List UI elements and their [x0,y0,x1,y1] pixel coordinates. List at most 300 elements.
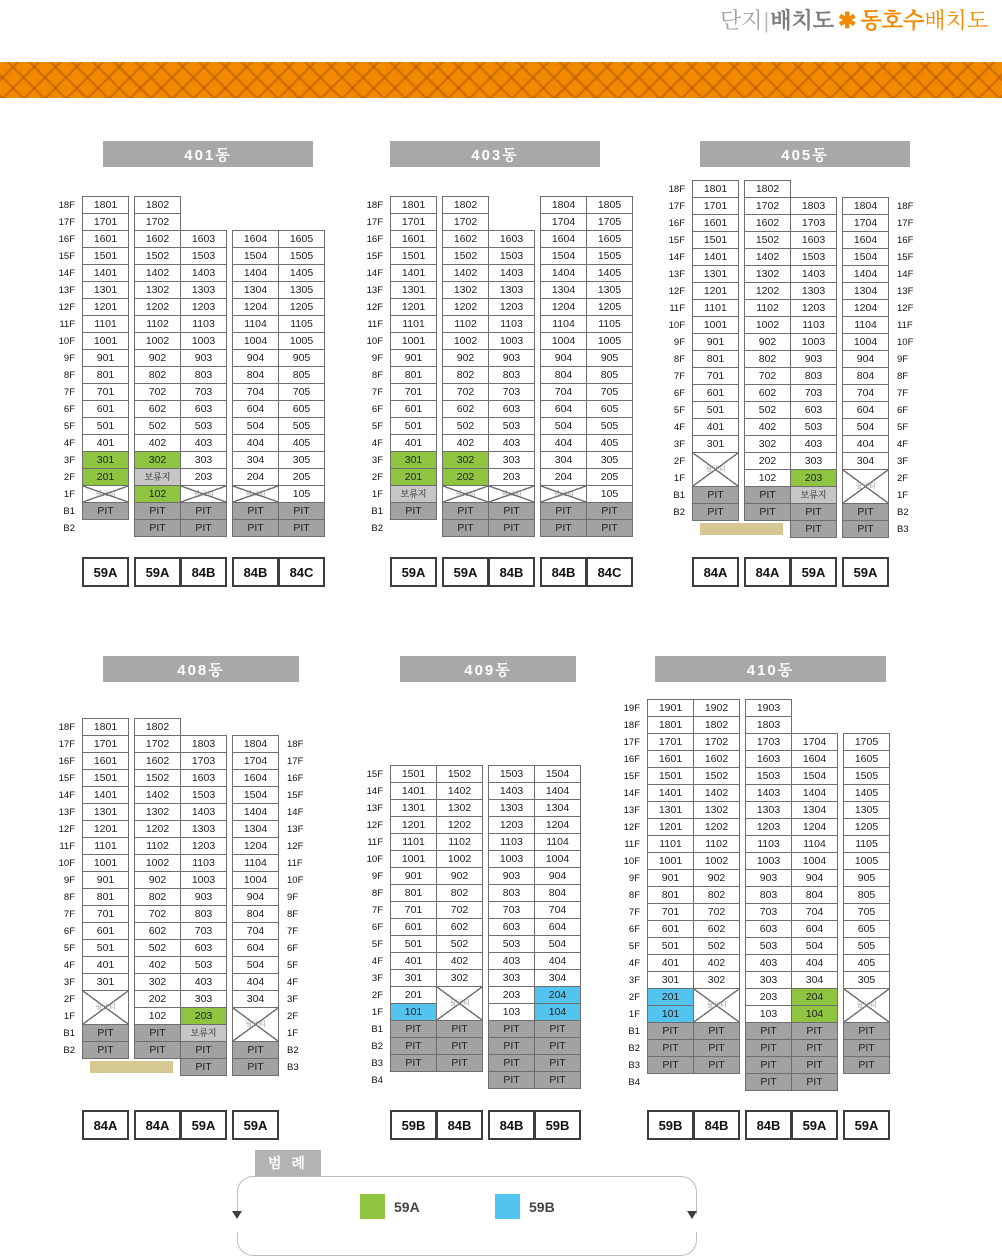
floor-label-left: 19F [623,702,640,714]
floor-label-left: 15F [623,770,640,782]
unit-cell: 605 [278,400,325,418]
floor-label-left: 5F [628,940,640,952]
unit-cell: 103 [745,1005,792,1023]
unit-cell: 503 [488,417,535,435]
unit-cell: 502 [436,935,483,953]
unit-cell: 1501 [82,769,129,787]
unit-type-label: 84B [180,557,227,587]
unit-cell: 702 [436,901,483,919]
floor-label-left: 8F [673,353,685,365]
floor-label-left: 10F [58,335,75,347]
floor-label-left: 8F [371,887,383,899]
unit-cell: 601 [390,918,437,936]
floor-label-left: 10F [668,319,685,331]
unit-cell: 304 [540,451,587,469]
unit-cell: 801 [82,366,129,384]
unit-cell: 1301 [692,265,739,283]
unit-cell: 601 [82,922,129,940]
unit-cell: 1004 [791,852,838,870]
unit-cell: 1104 [534,833,581,851]
unit-cell: 1305 [278,281,325,299]
unit-cell: 1002 [436,850,483,868]
legend-connector-top [237,1176,697,1214]
unit-cell: 904 [232,888,279,906]
unit-cell: 1001 [82,332,129,350]
pit-cell: PIT [647,1022,694,1040]
unit-cell: 301 [692,435,739,453]
floor-label-left: 4F [628,957,640,969]
floor-label-right: 17F [287,755,304,767]
unit-cell: 903 [745,869,792,887]
unit-cell: 402 [442,434,489,452]
unit-cell: 1003 [790,333,837,351]
floor-label-left: B4 [628,1076,640,1088]
unit-cell: 1802 [442,196,489,214]
floor-label-left: B1 [673,489,685,501]
unit-cell: 1403 [180,264,227,282]
unit-cell: 302 [693,971,740,989]
unit-cell: 1203 [790,299,837,317]
unit-cell: 505 [278,417,325,435]
floor-label-left: 18F [623,719,640,731]
floor-label-right: 10F [287,874,304,886]
unit-cell: 1102 [134,315,181,333]
pit-cell: PIT [232,519,279,537]
unit-cell: 704 [791,903,838,921]
floor-label-left: 7F [371,904,383,916]
floor-label-right: 10F [897,336,914,348]
unit-cell: 701 [390,901,437,919]
unit-cell: 1501 [692,231,739,249]
floor-label-left: 7F [673,370,685,382]
unit-cell-59a: 301 [82,451,129,469]
unit-cell: 404 [232,973,279,991]
unit-cell: 603 [180,400,227,418]
unit-cell: 1501 [647,767,694,785]
unit-cell: 1405 [278,264,325,282]
unit-cell: 1704 [791,733,838,751]
unit-cell: 1605 [586,230,633,248]
floor-label-left: 11F [59,318,75,330]
piloti-cell: 필로티 [82,990,129,1025]
unit-cell: 703 [745,903,792,921]
unit-cell: 702 [134,905,181,923]
unit-cell: 504 [232,956,279,974]
unit-cell: 1503 [790,248,837,266]
piloti-cell: 필로티 [232,485,279,503]
unit-cell-59a: 203 [180,1007,227,1025]
unit-cell: 1504 [842,248,889,266]
unit-cell: 1504 [232,786,279,804]
unit-cell-59b: 101 [647,1005,694,1023]
floor-label-right: 6F [897,404,909,416]
unit-cell: 1601 [82,230,129,248]
floor-label-left: 14F [623,787,640,799]
unit-cell: 1002 [442,332,489,350]
piloti-cell: 필로티 [693,988,740,1023]
unit-cell-59a: 104 [791,1005,838,1023]
unit-cell: 1301 [647,801,694,819]
unit-cell: 1604 [232,230,279,248]
floor-label-left: 2F [673,455,685,467]
unit-cell: 602 [442,400,489,418]
unit-cell: 603 [180,939,227,957]
floor-label-left: 4F [371,955,383,967]
unit-cell: 501 [390,935,437,953]
unit-cell: 303 [180,990,227,1008]
unit-cell: 502 [134,417,181,435]
unit-cell: 1304 [232,820,279,838]
unit-cell: 1603 [790,231,837,249]
floor-label-left: 14F [366,785,383,797]
unit-cell: 801 [82,888,129,906]
unit-cell: 1101 [692,299,739,317]
floor-label-left: 3F [371,454,383,466]
floor-label-left: 11F [624,838,640,850]
unit-cell: 1402 [744,248,791,266]
unit-cell: 505 [586,417,633,435]
unit-cell: 505 [843,937,890,955]
floor-label-left: B2 [63,522,75,534]
unit-cell: 1001 [390,850,437,868]
unit-cell: 1203 [180,837,227,855]
unit-cell: 1403 [745,784,792,802]
unit-cell: 801 [692,350,739,368]
unit-cell: 303 [745,971,792,989]
unit-cell: 1202 [744,282,791,300]
unit-cell: 1203 [745,818,792,836]
unit-cell: 804 [534,884,581,902]
unit-cell: 1102 [744,299,791,317]
floor-label-left: 2F [628,991,640,1003]
piloti-cell: 필로티 [82,485,129,503]
pit-cell: PIT [390,1020,437,1038]
floor-label-right: 12F [287,840,304,852]
unit-cell: 1504 [232,247,279,265]
unit-cell: 1301 [390,799,437,817]
unit-cell: 805 [843,886,890,904]
unit-cell: 902 [134,871,181,889]
unit-cell: 1701 [82,213,129,231]
unit-cell: 802 [134,366,181,384]
floor-label-left: 10F [58,857,75,869]
unit-cell: 305 [278,451,325,469]
pit-cell: PIT [534,1054,581,1072]
pit-cell: PIT [647,1056,694,1074]
pit-cell: PIT [180,1041,227,1059]
unit-cell: 703 [180,922,227,940]
unit-cell: 604 [534,918,581,936]
floor-label-left: 3F [673,438,685,450]
floor-label-right: 7F [897,387,909,399]
unit-cell: 1601 [82,752,129,770]
unit-cell: 1103 [790,316,837,334]
floor-label-left: 3F [63,976,75,988]
floor-label-left: 1F [63,1010,75,1022]
unit-cell: 1703 [180,752,227,770]
unit-cell: 1404 [791,784,838,802]
pit-cell: PIT [488,1037,535,1055]
building-title: 409동 [400,656,576,682]
legend-swatch-59a [360,1194,385,1219]
unit-cell: 602 [134,922,181,940]
unit-cell: 403 [790,435,837,453]
unit-cell: 404 [232,434,279,452]
unit-cell: 403 [180,973,227,991]
unit-cell: 903 [488,349,535,367]
floor-label-left: B2 [371,522,383,534]
unit-cell: 1401 [390,264,437,282]
unit-cell: 1505 [843,767,890,785]
unit-type-label: 84B [436,1110,483,1140]
unit-cell: 1503 [180,247,227,265]
unit-cell: 1102 [693,835,740,853]
unit-cell: 1004 [540,332,587,350]
floor-label-right: B2 [287,1044,299,1056]
floor-label-left: 12F [58,301,75,313]
unit-cell-59b: 204 [534,986,581,1004]
floor-label-left: 11F [669,302,685,314]
floor-label-left: 17F [623,736,640,748]
unit-cell: 105 [278,485,325,503]
unit-cell: 404 [534,952,581,970]
floor-label-left: 16F [623,753,640,765]
unit-cell: 604 [791,920,838,938]
unit-cell: 1404 [540,264,587,282]
unit-cell: 603 [488,918,535,936]
building-title: 410동 [655,656,886,682]
unit-cell: 1302 [436,799,483,817]
unit-cell: 1505 [278,247,325,265]
unit-cell: 1705 [586,213,633,231]
pit-cell: PIT [791,1039,838,1057]
unit-cell: 1502 [436,765,483,783]
pit-cell: PIT [488,502,535,520]
unit-cell: 1003 [488,850,535,868]
unit-cell: 603 [745,920,792,938]
unit-cell: 601 [82,400,129,418]
unit-type-label: 59B [647,1110,694,1140]
unit-type-label: 59B [534,1110,581,1140]
unit-cell: 1504 [540,247,587,265]
unit-type-label: 59A [232,1110,279,1140]
floor-label-right: 5F [287,959,299,971]
floor-label-left: 12F [58,823,75,835]
pit-cell: PIT [745,1073,792,1091]
title-separator: | [763,8,770,33]
floor-label-left: 15F [366,250,383,262]
floor-label-right: 13F [897,285,914,297]
floor-label-right: B3 [897,523,909,535]
unit-cell: 1005 [586,332,633,350]
unit-type-label: 84B [488,1110,535,1140]
unit-cell: 801 [647,886,694,904]
unit-cell: 703 [180,383,227,401]
unit-cell: 202 [134,990,181,1008]
unit-cell: 704 [540,383,587,401]
unit-cell: 1202 [442,298,489,316]
floor-label-right: 9F [287,891,299,903]
unit-cell: 1702 [134,735,181,753]
unit-cell-59a: 201 [82,468,129,486]
unit-cell: 902 [744,333,791,351]
unit-cell: 1402 [693,784,740,802]
unit-cell-59a: 301 [390,451,437,469]
unit-cell: 1304 [534,799,581,817]
floor-label-right: 16F [897,234,914,246]
unit-cell: 1901 [647,699,694,717]
unit-cell: 703 [488,901,535,919]
unit-cell: 1402 [134,786,181,804]
unit-cell: 1602 [442,230,489,248]
unit-cell: 1505 [586,247,633,265]
unit-cell: 1203 [488,816,535,834]
pit-cell: PIT [232,1041,279,1059]
unit-cell: 304 [534,969,581,987]
unit-cell: 604 [232,400,279,418]
floor-label-left: 5F [371,420,383,432]
unit-cell: 103 [488,1003,535,1021]
unit-cell: 303 [790,452,837,470]
unit-cell: 802 [442,366,489,384]
unit-cell: 1304 [540,281,587,299]
unit-cell: 803 [790,367,837,385]
unit-cell: 501 [82,939,129,957]
unit-cell: 1501 [390,247,437,265]
unit-cell: 605 [843,920,890,938]
unit-cell: 302 [134,973,181,991]
unit-type-label: 59A [134,557,181,587]
floor-label-right: 14F [287,806,304,818]
piloti-cell: 필로티 [843,988,890,1023]
unit-cell: 1302 [442,281,489,299]
floor-label-left: B1 [63,505,75,517]
unit-cell: 1002 [744,316,791,334]
unit-cell: 402 [744,418,791,436]
unit-type-label: 84C [278,557,325,587]
unit-cell: 901 [692,333,739,351]
unit-cell-59a: 203 [790,469,837,487]
unit-cell: 904 [534,867,581,885]
unit-cell: 1401 [82,786,129,804]
unit-cell: 1702 [693,733,740,751]
unit-cell: 102 [744,469,791,487]
unit-cell: 1304 [842,282,889,300]
unit-cell: 1401 [82,264,129,282]
unit-cell: 1202 [134,298,181,316]
unit-cell-59a: 201 [390,468,437,486]
pit-cell: PIT [790,520,837,538]
unit-cell: 602 [436,918,483,936]
unit-cell: 801 [390,366,437,384]
floor-label-right: 15F [897,251,914,263]
floor-label-right: 3F [897,455,909,467]
unit-cell: 601 [692,384,739,402]
unit-cell: 602 [693,920,740,938]
unit-type-label: 59A [843,1110,890,1140]
unit-cell: 804 [540,366,587,384]
unit-cell: 1603 [488,230,535,248]
unit-cell: 1701 [390,213,437,231]
floor-label-left: 16F [58,233,75,245]
legend-title [255,1150,321,1176]
unit-cell: 802 [693,886,740,904]
unit-cell: 401 [692,418,739,436]
floor-label-left: 13F [623,804,640,816]
floor-label-left: 9F [628,872,640,884]
unit-cell: 205 [586,468,633,486]
unit-cell: 901 [82,349,129,367]
unit-cell: 501 [647,937,694,955]
unit-cell: 201 [390,986,437,1004]
floor-label-left: 1F [673,472,685,484]
unit-cell: 804 [791,886,838,904]
floor-label-left: 12F [623,821,640,833]
floor-label-right: 4F [897,438,909,450]
pit-cell: PIT [488,519,535,537]
pit-cell: PIT [436,1020,483,1038]
unit-cell: 1802 [744,180,791,198]
unit-cell: 203 [745,988,792,1006]
unit-cell: 902 [134,349,181,367]
unit-cell: 704 [534,901,581,919]
unit-cell: 403 [745,954,792,972]
floor-label-right: 2F [287,1010,299,1022]
unit-cell: 405 [843,954,890,972]
unit-cell: 1404 [534,782,581,800]
unit-cell: 1302 [744,265,791,283]
unit-type-label: 59A [442,557,489,587]
unit-cell: 1704 [232,752,279,770]
floor-label-left: 4F [371,437,383,449]
unit-type-label: 59A [180,1110,227,1140]
floor-label-left: 1F [371,488,383,500]
floor-label-right: 4F [287,976,299,988]
unit-cell: 901 [390,349,437,367]
unit-cell: 502 [134,939,181,957]
floor-label-left: 12F [366,301,383,313]
floor-label-right: 11F [287,857,303,869]
floor-label-left: B2 [63,1044,75,1056]
unit-cell: 1204 [232,837,279,855]
unit-cell: 1104 [232,315,279,333]
floor-label-left: 14F [58,789,75,801]
unit-cell: 1201 [692,282,739,300]
unit-cell: 1302 [134,803,181,821]
unit-cell: 601 [647,920,694,938]
unit-cell: 605 [586,400,633,418]
unit-type-label: 84C [586,557,633,587]
unit-cell: 1303 [180,281,227,299]
unit-cell: 1001 [390,332,437,350]
unit-cell: 1001 [82,854,129,872]
unit-cell: 502 [693,937,740,955]
pit-cell: PIT [134,519,181,537]
unit-cell: 1203 [180,298,227,316]
pit-cell: PIT [843,1022,890,1040]
unit-cell: 402 [134,434,181,452]
unit-cell: 1303 [790,282,837,300]
unit-cell: 702 [442,383,489,401]
unit-cell: 403 [488,434,535,452]
floor-label-right: 1F [287,1027,299,1039]
unit-cell: 401 [82,956,129,974]
unit-cell: 1601 [390,230,437,248]
unit-cell: 1104 [540,315,587,333]
unit-cell: 1101 [390,833,437,851]
unit-cell: 704 [232,383,279,401]
floor-label-right: 6F [287,942,299,954]
